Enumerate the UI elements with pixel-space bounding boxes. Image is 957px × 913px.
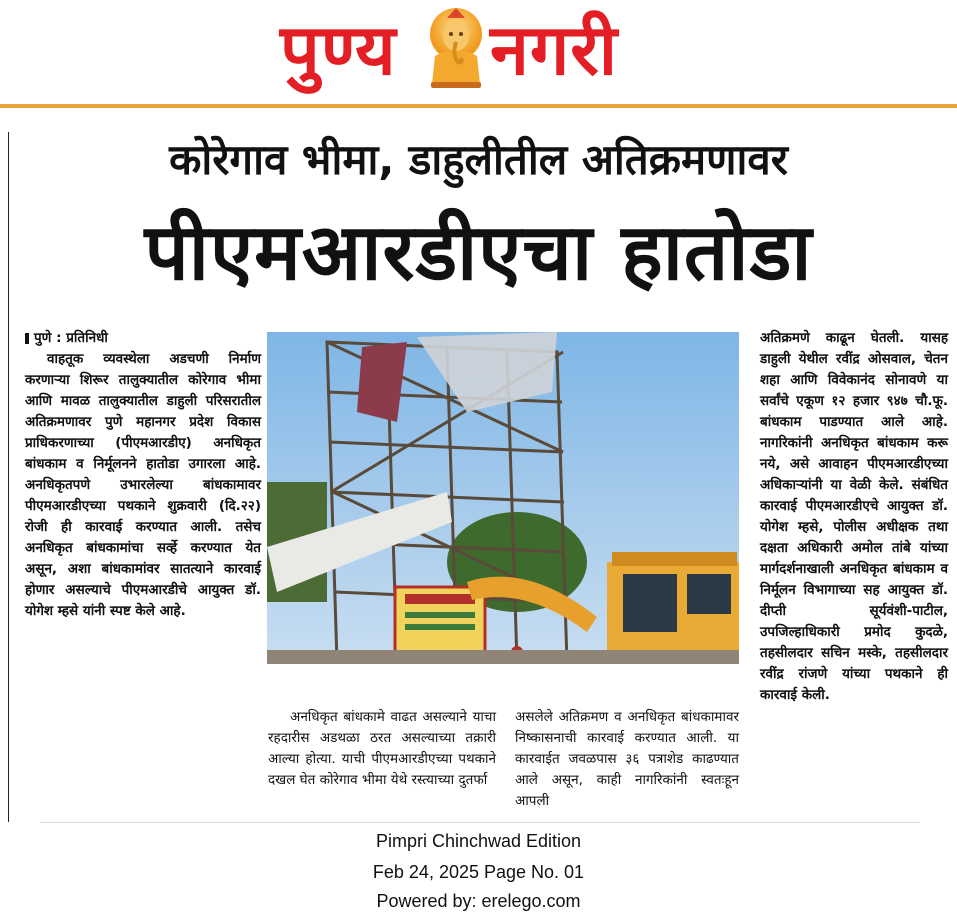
footer-rule — [40, 822, 920, 823]
article-column-3: असलेले अतिक्रमण व अनधिकृत बांधकामावर निष्कासनाची कारवाई करण्यात आली. या कारवाईत जवळपास ३६ पत्राशेड काढण्यात आले असून, काही नागरिकांनी स्वतःहून आपली — [515, 709, 739, 809]
logo-text-right: नगरी — [490, 9, 619, 91]
dateline-mark-icon — [25, 333, 29, 344]
ganesha-logo-icon — [425, 4, 487, 90]
article-headline: पीएमआरडीएचा हातोडा — [144, 208, 813, 298]
dateline-text: पुणे : प्रतिनिधी — [34, 330, 108, 346]
footer-date-page: Feb 24, 2025 Page No. 01 — [372, 862, 585, 882]
masthead — [0, 0, 957, 104]
article-column-4: अतिक्रमणे काढून घेतली. यासह डाहुली येथील रवींद्र ओसवाल, चेतन शहा आणि विवेकानंद सोनावणे या सर्वांचे एकूण १२ हजार ९४७ चौ.फू. बांधकाम पाडण्यात आले आहे. नागरिकांनी अनधिकृत बांधकाम करू नये, असे आवाहन पीएमआरडीएच्या अधिकाऱ्यांनी या वेळी केले. संबंधित कारवाई पीएमआरडीएचे आयुक्त डॉ. योगेश म्हसे, पोलीस अधीक्षक तथा दक्षता अधिकारी अमोल तांबे यांच्या मार्गदर्शनाखाली अनधिकृत बांधकाम व निर्मूलन विभागाच्या सह आयुक्त डॉ. दीप्ती सूर्यवंशी-पाटील, उपजिल्हाधिकारी प्रमोद कुदळे, तहसीलदार सचिन मस्के, तहसीलदार रवींद्र रांजणे यांच्या पथकाने ही कारवाई केली. — [760, 330, 948, 703]
article-column-1 — [25, 328, 261, 622]
article-kicker: कोरेगाव भीमा, डाहुलीतील अतिक्रमणावर — [169, 135, 788, 184]
article-column-1-text: वाहतूक व्यवस्थेला अडचणी निर्माण करणाऱ्या शिरूर तालुक्यातील कोरेगाव भीमा आणि मावळ तालुक्यातील डाहुली परिसरातील अतिक्रमणावर पुणे महानगर प्रदेश विकास प्राधिकरणाच्या (पीएमआरडीए) अनधिकृत बांधकाम व निर्मूलनने हातोडा उगारला आहे. अनधिकृतपणे उभारलेल्या बांधकामावर पीएमआरडीएच्या पथकाने शुक्रवारी (दि.२२) रोजी ही कारवाई करण्यात आली. तसेच अनधिकृत बांधकामांचा सर्व्हे करण्यात येत असून, अशा बांधकामांवर सातत्याने कारवाई होणार असल्याचे पीएमआरडीचे आयुक्त डॉ. योगेश म्हसे यांनी स्पष्ट केले आहे. — [25, 351, 261, 619]
footer-edition: Pimpri Chinchwad Edition — [375, 831, 582, 851]
article-column-2: अनधिकृत बांधकामे वाढत असल्याने याचा रहदारीस अडथळा ठरत असल्याच्या तक्रारी आल्या होत्या. याची पीएमआरडीएच्या पथकाने दखल घेत कोरेगाव भीमा येथे रस्त्याच्या दुतर्फा — [268, 709, 496, 788]
masthead-rule — [0, 104, 957, 108]
footer-powered-by: Powered by: erelego.com — [376, 891, 581, 911]
demolition-photo-icon — [267, 332, 739, 664]
demolition-photo — [267, 332, 739, 664]
dateline — [25, 328, 261, 349]
logo-text-left: पुण्य — [280, 9, 397, 91]
